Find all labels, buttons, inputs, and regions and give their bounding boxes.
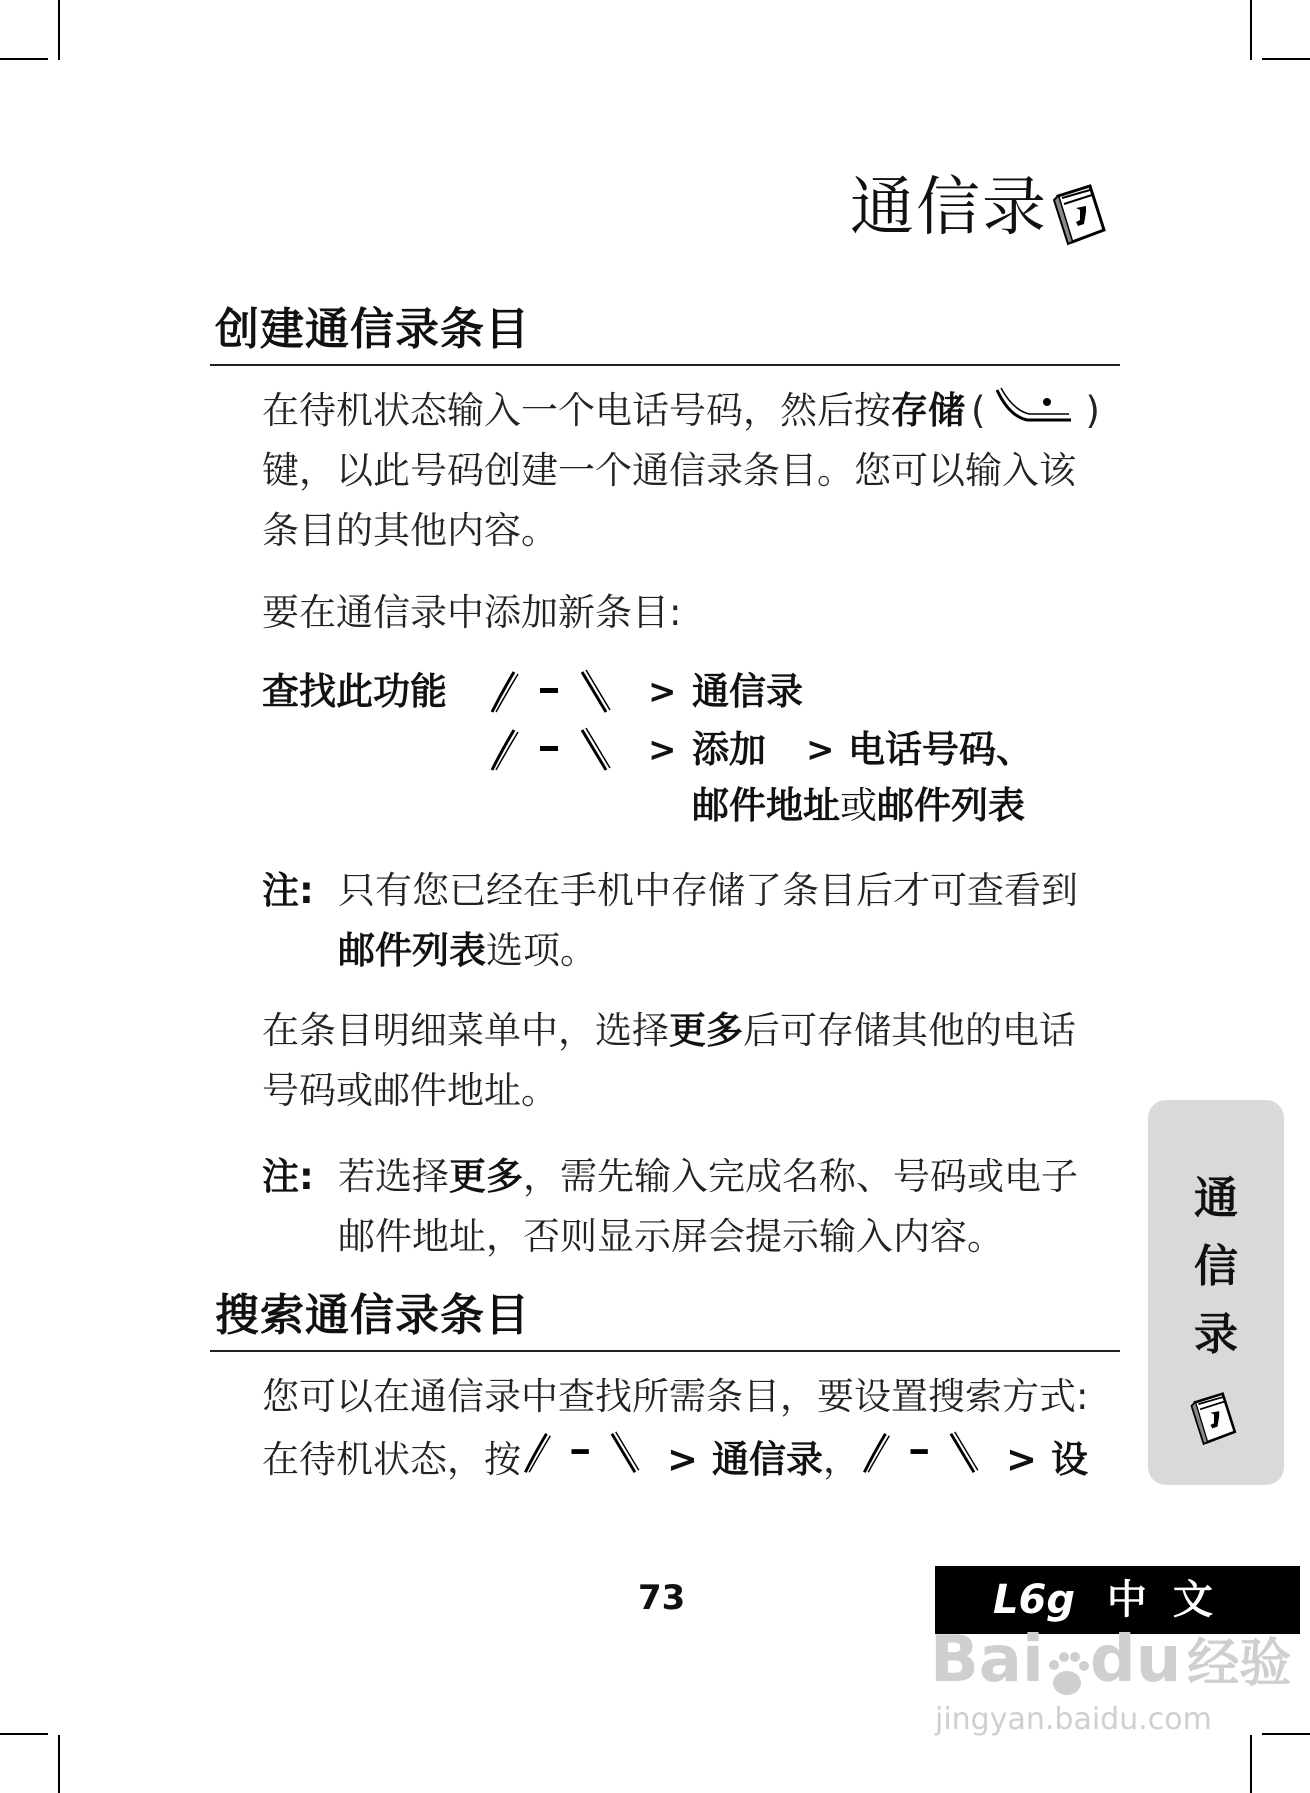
path-phone-number: 电话号码、 bbox=[848, 728, 1033, 771]
crop-mark-tl-h bbox=[0, 58, 48, 60]
path-email-options bbox=[692, 780, 1025, 832]
arrow: > bbox=[648, 672, 677, 712]
text: 在条目明细菜单中，选择 bbox=[262, 1009, 669, 1052]
arrow: > bbox=[806, 730, 835, 770]
more-label: 更多 bbox=[449, 1155, 523, 1198]
section-rule bbox=[210, 1350, 1120, 1352]
note-text: 邮件地址，否则显示屏会提示输入内容。 bbox=[338, 1215, 1004, 1258]
text: 设 bbox=[1051, 1438, 1089, 1481]
arrow: > bbox=[667, 1438, 699, 1481]
paren-close: ) bbox=[1085, 389, 1100, 432]
watermark-suffix: 经验 bbox=[1187, 1634, 1292, 1694]
or-text: 或 bbox=[840, 784, 877, 827]
email-list-label: 邮件列表 bbox=[338, 929, 486, 972]
chapter-tab-char: 信 bbox=[1194, 1241, 1238, 1292]
note-text bbox=[338, 1148, 1128, 1206]
menu-key-sequence bbox=[488, 666, 618, 718]
paragraph-line: 号码或邮件地址。 bbox=[262, 1069, 558, 1112]
paren-open: ( bbox=[971, 389, 986, 432]
watermark-brand-2: du bbox=[1089, 1623, 1182, 1697]
paragraph-search-intro: 您可以在通信录中查找所需条目，要设置搜索方式: bbox=[262, 1375, 1089, 1418]
watermark-url: jingyan.baidu.com bbox=[935, 1702, 1212, 1737]
menu-key-sequence bbox=[488, 724, 618, 776]
paragraph-line: 键，以此号码创建一个通信录条目。您可以输入该 bbox=[262, 449, 1076, 492]
phonebook-icon bbox=[1050, 182, 1110, 250]
paragraph-search-steps bbox=[262, 1428, 1122, 1495]
text: 在待机状态，按 bbox=[262, 1438, 521, 1481]
more-label: 更多 bbox=[669, 1009, 743, 1052]
section-heading-create: 创建通信录条目 bbox=[215, 304, 530, 355]
path-add: 添加 bbox=[692, 728, 766, 771]
path-phonebook: 通信录 bbox=[692, 670, 803, 713]
page-number: 73 bbox=[638, 1578, 686, 1618]
text: 若选择 bbox=[338, 1155, 449, 1198]
comma: ， bbox=[823, 1438, 861, 1481]
crop-mark-tr-v bbox=[1250, 0, 1252, 60]
model-name: L6g bbox=[993, 1577, 1075, 1623]
chapter-tab bbox=[1148, 1100, 1284, 1485]
arrow: > bbox=[648, 730, 677, 770]
paragraph-more bbox=[262, 1002, 1122, 1060]
language-label: 中 文 bbox=[1106, 1577, 1219, 1623]
path-email-address: 邮件地址 bbox=[692, 784, 840, 827]
text: ，需先输入完成名称、号码或电子 bbox=[523, 1155, 1078, 1198]
store-key-label: 存储 bbox=[891, 389, 965, 432]
arrow: > bbox=[1006, 1438, 1038, 1481]
path-phonebook: 通信录 bbox=[712, 1438, 824, 1481]
note-text bbox=[338, 922, 1128, 980]
chapter-tab-char: 录 bbox=[1194, 1309, 1238, 1360]
chapter-tab-char: 通 bbox=[1194, 1173, 1238, 1224]
note-text: 只有您已经在手机中存储了条目后才可查看到 bbox=[338, 869, 1078, 912]
crop-mark-bl-v bbox=[58, 1735, 60, 1793]
section-heading-search: 搜索通信录条目 bbox=[215, 1290, 530, 1341]
crop-mark-tr-h bbox=[1262, 58, 1310, 60]
paw-icon bbox=[1044, 1638, 1090, 1688]
note-label: 注: bbox=[262, 869, 314, 912]
crop-mark-tl-v bbox=[58, 0, 60, 60]
phonebook-icon bbox=[1188, 1390, 1240, 1450]
paragraph-line: 条目的其他内容。 bbox=[262, 509, 558, 552]
crop-mark-br-v bbox=[1250, 1735, 1252, 1793]
path-email-list: 邮件列表 bbox=[877, 784, 1025, 827]
note-label: 注: bbox=[262, 1155, 314, 1198]
menu-key-sequence bbox=[860, 1428, 986, 1495]
menu-key-sequence bbox=[521, 1428, 647, 1495]
crop-mark-br-h bbox=[1262, 1733, 1310, 1735]
watermark-logo bbox=[930, 1620, 1291, 1704]
section-rule bbox=[210, 364, 1120, 366]
paragraph-add-entry: 要在通信录中添加新条目: bbox=[262, 591, 682, 634]
text: 在待机状态输入一个电话号码，然后按 bbox=[262, 389, 891, 432]
watermark-brand: Bai bbox=[930, 1623, 1044, 1697]
page-title: 通信录 bbox=[850, 171, 1048, 245]
crop-mark-bl-h bbox=[0, 1733, 48, 1735]
text: 选项。 bbox=[486, 929, 597, 972]
right-softkey-icon bbox=[991, 382, 1079, 443]
find-feature-label: 查找此功能 bbox=[262, 670, 447, 713]
text: 后可存储其他的电话 bbox=[743, 1009, 1076, 1052]
paragraph-store-intro bbox=[262, 382, 1122, 443]
